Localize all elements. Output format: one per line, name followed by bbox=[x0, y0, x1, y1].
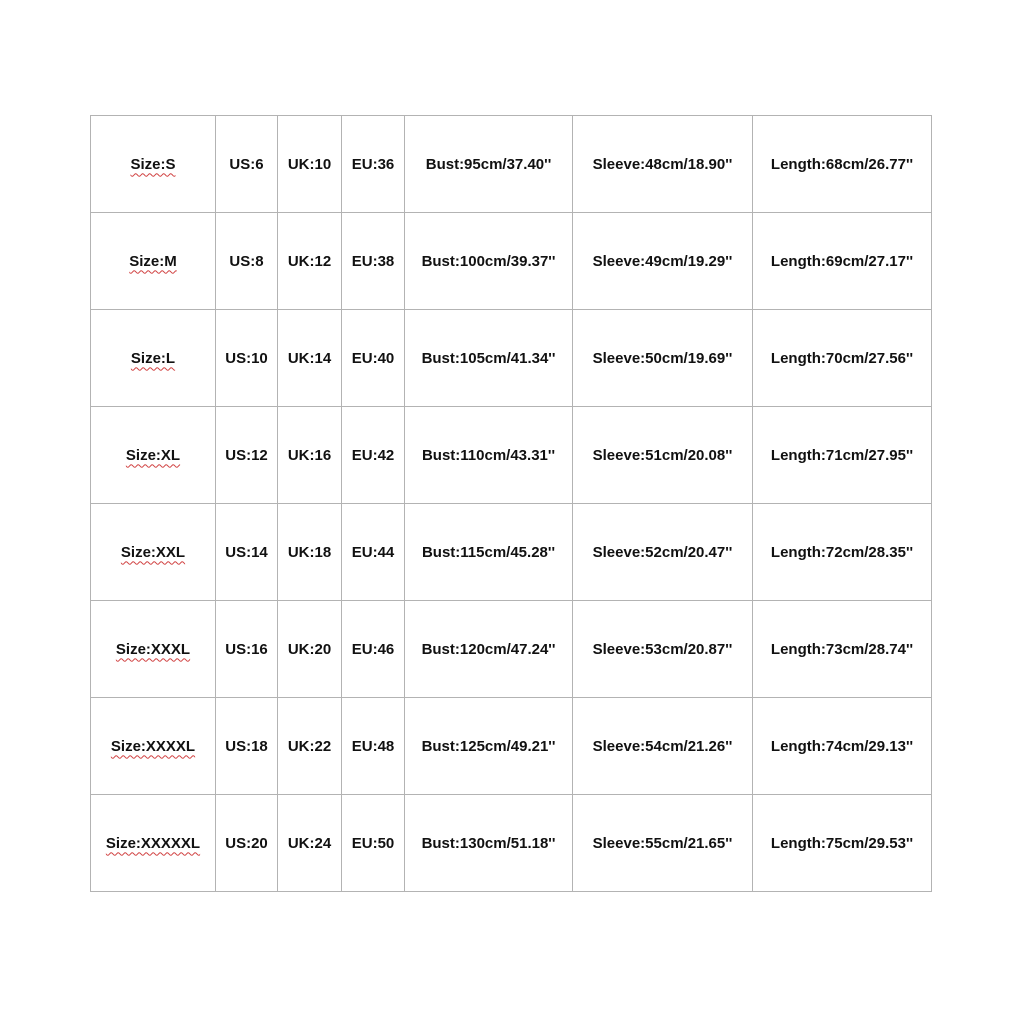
table-row bbox=[91, 116, 932, 213]
us-size-cell: US:18 bbox=[216, 698, 278, 795]
bust-cell: Bust:105cm/41.34'' bbox=[405, 310, 573, 407]
table-row bbox=[91, 698, 932, 795]
size-cell bbox=[91, 795, 216, 892]
size-cell bbox=[91, 310, 216, 407]
uk-size-cell: UK:18 bbox=[278, 504, 342, 601]
eu-size-cell: EU:44 bbox=[342, 504, 405, 601]
size-cell bbox=[91, 601, 216, 698]
eu-size-cell: EU:36 bbox=[342, 116, 405, 213]
size-cell bbox=[91, 698, 216, 795]
uk-size-cell: UK:14 bbox=[278, 310, 342, 407]
size-cell bbox=[91, 504, 216, 601]
length-cell: Length:68cm/26.77'' bbox=[753, 116, 932, 213]
us-size-cell: US:8 bbox=[216, 213, 278, 310]
sleeve-cell: Sleeve:52cm/20.47'' bbox=[573, 504, 753, 601]
length-cell: Length:75cm/29.53'' bbox=[753, 795, 932, 892]
bust-cell: Bust:110cm/43.31'' bbox=[405, 407, 573, 504]
table-row bbox=[91, 213, 932, 310]
length-cell: Length:73cm/28.74'' bbox=[753, 601, 932, 698]
size-label: Size:M bbox=[129, 252, 177, 270]
size-label: Size:XL bbox=[125, 446, 181, 464]
us-size-cell: US:14 bbox=[216, 504, 278, 601]
eu-size-cell: EU:38 bbox=[342, 213, 405, 310]
table-row bbox=[91, 504, 932, 601]
sleeve-cell: Sleeve:54cm/21.26'' bbox=[573, 698, 753, 795]
bust-cell: Bust:130cm/51.18'' bbox=[405, 795, 573, 892]
table-row bbox=[91, 795, 932, 892]
sleeve-cell: Sleeve:55cm/21.65'' bbox=[573, 795, 753, 892]
eu-size-cell: EU:48 bbox=[342, 698, 405, 795]
length-cell: Length:71cm/27.95'' bbox=[753, 407, 932, 504]
length-cell: Length:69cm/27.17'' bbox=[753, 213, 932, 310]
us-size-cell: US:10 bbox=[216, 310, 278, 407]
size-chart-table bbox=[90, 115, 932, 892]
size-label: Size:XXXXL bbox=[110, 737, 196, 755]
size-cell bbox=[91, 213, 216, 310]
uk-size-cell: UK:24 bbox=[278, 795, 342, 892]
us-size-cell: US:12 bbox=[216, 407, 278, 504]
bust-cell: Bust:100cm/39.37'' bbox=[405, 213, 573, 310]
uk-size-cell: UK:12 bbox=[278, 213, 342, 310]
eu-size-cell: EU:40 bbox=[342, 310, 405, 407]
table-row bbox=[91, 407, 932, 504]
sleeve-cell: Sleeve:53cm/20.87'' bbox=[573, 601, 753, 698]
sleeve-cell: Sleeve:51cm/20.08'' bbox=[573, 407, 753, 504]
us-size-cell: US:6 bbox=[216, 116, 278, 213]
sleeve-cell: Sleeve:50cm/19.69'' bbox=[573, 310, 753, 407]
length-cell: Length:70cm/27.56'' bbox=[753, 310, 932, 407]
size-cell bbox=[91, 407, 216, 504]
uk-size-cell: UK:22 bbox=[278, 698, 342, 795]
us-size-cell: US:20 bbox=[216, 795, 278, 892]
size-cell bbox=[91, 116, 216, 213]
size-label: Size:XXXL bbox=[115, 640, 191, 658]
us-size-cell: US:16 bbox=[216, 601, 278, 698]
sleeve-cell: Sleeve:49cm/19.29'' bbox=[573, 213, 753, 310]
size-label: Size:XXL bbox=[120, 543, 186, 561]
table-row bbox=[91, 601, 932, 698]
sleeve-cell: Sleeve:48cm/18.90'' bbox=[573, 116, 753, 213]
table-row bbox=[91, 310, 932, 407]
uk-size-cell: UK:20 bbox=[278, 601, 342, 698]
eu-size-cell: EU:46 bbox=[342, 601, 405, 698]
length-cell: Length:72cm/28.35'' bbox=[753, 504, 932, 601]
eu-size-cell: EU:42 bbox=[342, 407, 405, 504]
size-label: Size:L bbox=[130, 349, 176, 367]
size-label: Size:S bbox=[130, 155, 176, 173]
uk-size-cell: UK:16 bbox=[278, 407, 342, 504]
bust-cell: Bust:115cm/45.28'' bbox=[405, 504, 573, 601]
bust-cell: Bust:120cm/47.24'' bbox=[405, 601, 573, 698]
size-label: Size:XXXXXL bbox=[105, 834, 201, 852]
bust-cell: Bust:125cm/49.21'' bbox=[405, 698, 573, 795]
bust-cell: Bust:95cm/37.40'' bbox=[405, 116, 573, 213]
length-cell: Length:74cm/29.13'' bbox=[753, 698, 932, 795]
eu-size-cell: EU:50 bbox=[342, 795, 405, 892]
uk-size-cell: UK:10 bbox=[278, 116, 342, 213]
